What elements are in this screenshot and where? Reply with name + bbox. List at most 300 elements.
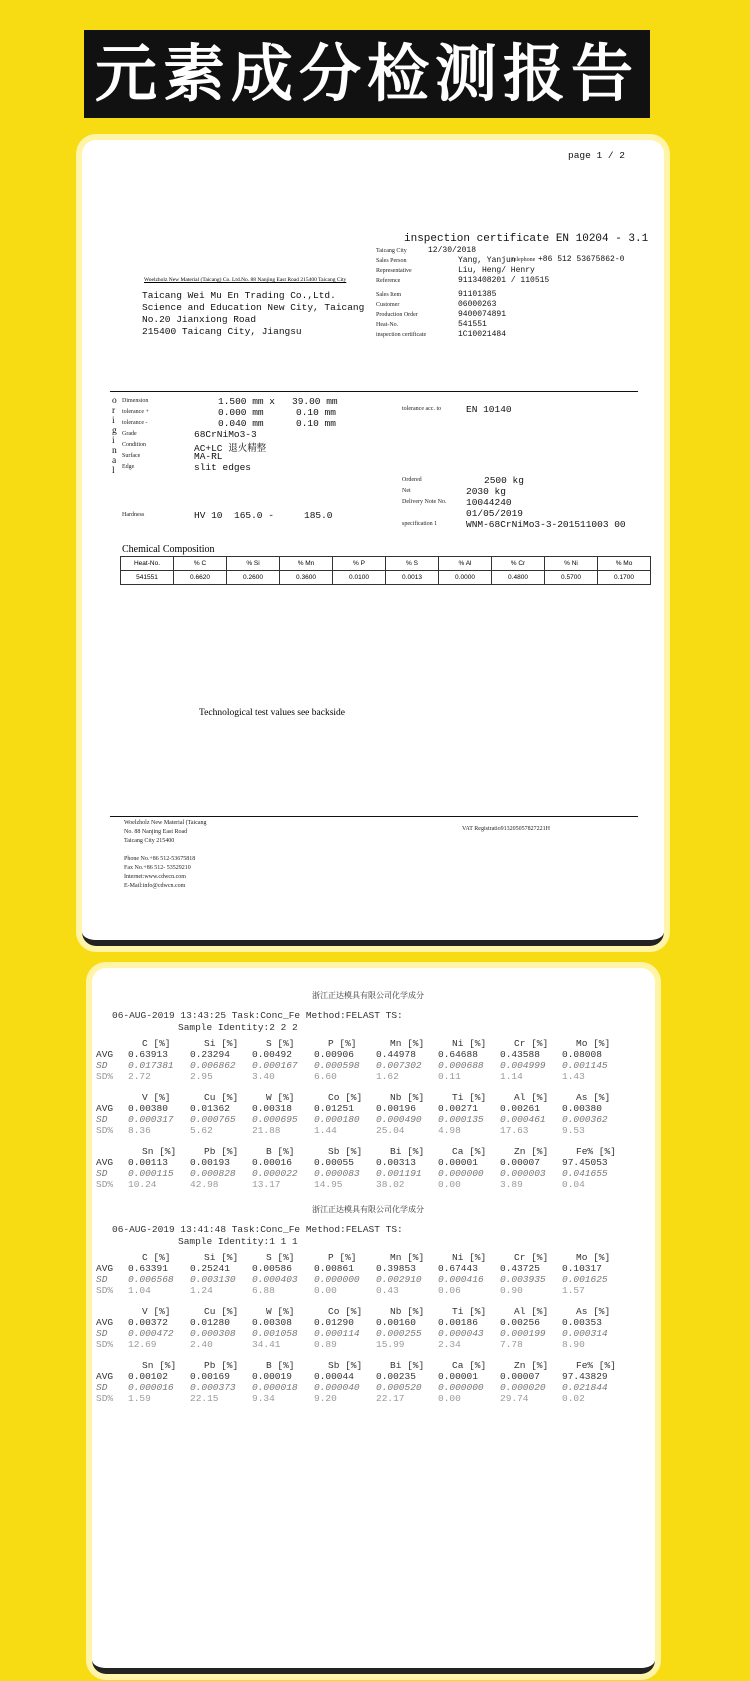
element-header: B [%] [266, 1360, 295, 1371]
footer-line: Internet:www.cdwcn.com [124, 874, 186, 880]
sd-value: 0.000043 [438, 1328, 484, 1339]
footer-line: No. 88 Nanjing East Road [124, 829, 188, 835]
row-label-avg: AVG [96, 1371, 114, 1382]
meta-label: Sales Item [376, 292, 402, 298]
sdp-value: 2.95 [190, 1071, 213, 1082]
avg-value: 0.00372 [128, 1317, 168, 1328]
meta-label: Customer [376, 302, 400, 308]
sdp-value: 8.36 [128, 1125, 151, 1136]
row-label-avg: AVG [96, 1103, 114, 1114]
grade-label: Grade [122, 431, 137, 437]
avg-value: 0.00113 [128, 1157, 168, 1168]
sd-value: 0.003130 [190, 1274, 236, 1285]
row-label-sd: SD [96, 1168, 108, 1179]
sdp-value: 2.40 [190, 1339, 213, 1350]
sd-value: 0.000598 [314, 1060, 360, 1071]
sd-value: 0.000373 [190, 1382, 236, 1393]
address-line: Taicang Wei Mu En Trading Co.,Ltd. [142, 290, 336, 301]
sdp-value: 0.00 [314, 1285, 337, 1296]
sd-value: 0.000520 [376, 1382, 422, 1393]
sd-value: 0.000115 [128, 1168, 174, 1179]
avg-value: 0.08008 [562, 1049, 602, 1060]
row-label-sdp: SD% [96, 1179, 114, 1190]
avg-value: 0.00001 [438, 1371, 478, 1382]
hardness-label: Hardness [122, 512, 145, 518]
tolerance-acc-value: EN 10140 [466, 404, 512, 415]
sd-value: 0.000114 [314, 1328, 360, 1339]
sdp-value: 3.40 [252, 1071, 275, 1082]
sdp-value: 2.34 [438, 1339, 461, 1350]
avg-value: 0.25241 [190, 1263, 230, 1274]
sd-value: 0.000000 [438, 1382, 484, 1393]
row-label-avg: AVG [96, 1317, 114, 1328]
footer-line: E-Mail:info@cdwcn.com [124, 883, 186, 889]
avg-value: 0.01290 [314, 1317, 354, 1328]
sdp-value: 13.17 [252, 1179, 281, 1190]
page-number: page 1 / 2 [568, 150, 626, 161]
row-label-sdp: SD% [96, 1071, 114, 1082]
avg-value: 0.00271 [438, 1103, 478, 1114]
sd-value: 0.000000 [438, 1168, 484, 1179]
sdp-value: 0.90 [500, 1285, 523, 1296]
original-letter: o [112, 396, 117, 406]
tolerance-minus-value: 0.040 mm [218, 418, 264, 429]
original-letter: r [112, 406, 116, 416]
element-header: Ca [%] [452, 1146, 487, 1157]
sdp-value: 17.63 [500, 1125, 529, 1136]
sdp-value: 1.24 [190, 1285, 213, 1296]
element-header: Nb [%] [390, 1306, 425, 1317]
sd-value: 0.000461 [500, 1114, 546, 1125]
sd-value: 0.000403 [252, 1274, 298, 1285]
avg-value: 0.00380 [128, 1103, 168, 1114]
row-label-sd: SD [96, 1382, 108, 1393]
element-header: Zn [%] [514, 1360, 549, 1371]
sd-value: 0.000416 [438, 1274, 484, 1285]
original-letter: n [112, 446, 117, 456]
element-header: Cr [%] [514, 1038, 549, 1049]
element-header: Mn [%] [390, 1038, 425, 1049]
element-header: Cu [%] [204, 1092, 239, 1103]
sd-value: 0.000314 [562, 1328, 608, 1339]
delivery-note-value: 10044240 [466, 497, 512, 508]
sd-value: 0.002910 [376, 1274, 422, 1285]
chem-value-cell: 0.1700 [598, 571, 651, 585]
row-label-sdp: SD% [96, 1285, 114, 1296]
element-header: As [%] [576, 1306, 611, 1317]
run-header: 06-AUG-2019 13:43:25 Task:Conc_Fe Method:FELAST TS: [112, 1010, 403, 1021]
element-header: Sn [%] [142, 1360, 177, 1371]
chem-value-cell: 0.0013 [386, 571, 439, 585]
sdp-value: 9.34 [252, 1393, 275, 1404]
run-header: 06-AUG-2019 13:41:48 Task:Conc_Fe Method:FELAST TS: [112, 1224, 403, 1235]
meta-value: 9400074891 [458, 310, 507, 319]
element-header: Nb [%] [390, 1092, 425, 1103]
avg-value: 0.00380 [562, 1103, 602, 1114]
technological-note: Technological test values see backside [199, 708, 346, 718]
sd-value: 0.000016 [128, 1382, 174, 1393]
avg-value: 0.39853 [376, 1263, 416, 1274]
avg-value: 0.00313 [376, 1157, 416, 1168]
sd-value: 0.041655 [562, 1168, 608, 1179]
meta-value: 9113408201 / 110515 [458, 276, 550, 285]
chem-value-cell: 0.4800 [492, 571, 545, 585]
avg-value: 0.00318 [252, 1103, 292, 1114]
edge-value: slit edges [194, 462, 252, 473]
element-header: Ti [%] [452, 1092, 487, 1103]
sdp-value: 0.89 [314, 1339, 337, 1350]
meta-value: 1C10021484 [458, 330, 507, 339]
sdp-value: 22.17 [376, 1393, 405, 1404]
chem-header-row [121, 557, 651, 571]
avg-value: 0.00235 [376, 1371, 416, 1382]
sd-value: 0.006568 [128, 1274, 174, 1285]
address-line: No.20 Jianxiong Road [142, 314, 257, 325]
avg-value: 0.00256 [500, 1317, 540, 1328]
element-header: Ti [%] [452, 1306, 487, 1317]
chem-value-cell: 0.3600 [280, 571, 333, 585]
element-header: W [%] [266, 1306, 295, 1317]
original-letter: l [112, 466, 115, 476]
sdp-value: 0.06 [438, 1285, 461, 1296]
sdp-value: 4.98 [438, 1125, 461, 1136]
avg-value: 0.00261 [500, 1103, 540, 1114]
avg-value: 0.00044 [314, 1371, 354, 1382]
sd-value: 0.000317 [128, 1114, 174, 1125]
element-header: Mo [%] [576, 1252, 611, 1263]
report-company-title: 浙江正达模具有限公司化学成分 [312, 1205, 424, 1214]
hardness-min: 165.0 - [234, 510, 274, 521]
element-header: Fe% [%] [576, 1146, 616, 1157]
certificate-title: inspection certificate EN 10204 - 3.1 [404, 233, 649, 245]
sd-value: 0.017381 [128, 1060, 174, 1071]
avg-value: 0.01280 [190, 1317, 230, 1328]
meta-value: Yang, Yanjun [458, 256, 516, 265]
element-header: Pb [%] [204, 1360, 239, 1371]
net-label: Net [402, 488, 411, 494]
sdp-value: 38.02 [376, 1179, 405, 1190]
avg-value: 0.64688 [438, 1049, 478, 1060]
meta-label: Taicang City [376, 248, 407, 254]
sd-value: 0.000020 [500, 1382, 546, 1393]
sample-identity: Sample Identity:2 2 2 [178, 1022, 298, 1033]
element-header: S [%] [266, 1038, 295, 1049]
element-header: Bi [%] [390, 1146, 425, 1157]
banner-title: 元素成分检测报告 [94, 37, 639, 110]
sd-value: 0.000083 [314, 1168, 360, 1179]
footer-line: Fax No.+86 512- 53529210 [124, 865, 191, 871]
sdp-value: 1.04 [128, 1285, 151, 1296]
ordered-label: Ordered [402, 477, 422, 483]
sdp-value: 9.53 [562, 1125, 585, 1136]
element-header: W [%] [266, 1092, 295, 1103]
avg-value: 97.43829 [562, 1371, 608, 1382]
sd-value: 0.001625 [562, 1274, 608, 1285]
sd-value: 0.000000 [314, 1274, 360, 1285]
sdp-value: 2.72 [128, 1071, 151, 1082]
element-header: Mn [%] [390, 1252, 425, 1263]
sd-value: 0.000003 [500, 1168, 546, 1179]
chemical-analysis-sheet [92, 968, 655, 1674]
row-label-sd: SD [96, 1274, 108, 1285]
avg-value: 0.00001 [438, 1157, 478, 1168]
meta-label: Reference [376, 278, 401, 284]
footer-line: Phone No.+86 512-53675818 [124, 856, 196, 862]
avg-value: 0.10317 [562, 1263, 602, 1274]
chem-header-cell: % P [333, 557, 386, 571]
sdp-value: 0.04 [562, 1179, 585, 1190]
avg-value: 0.00492 [252, 1049, 292, 1060]
divider [110, 391, 638, 392]
avg-value: 0.00160 [376, 1317, 416, 1328]
delivery-note-label: Delivery Note No. [402, 499, 447, 505]
sd-value: 0.000688 [438, 1060, 484, 1071]
sdp-value: 14.95 [314, 1179, 343, 1190]
meta-label: Production Order [376, 312, 418, 318]
sd-value: 0.021844 [562, 1382, 608, 1393]
row-label-avg: AVG [96, 1049, 114, 1060]
sdp-value: 1.59 [128, 1393, 151, 1404]
sd-value: 0.000199 [500, 1328, 546, 1339]
chem-header-cell: Heat-No. [121, 557, 174, 571]
sd-value: 0.001145 [562, 1060, 608, 1071]
avg-value: 0.00169 [190, 1371, 230, 1382]
element-header: C [%] [142, 1038, 171, 1049]
chem-header-cell: % C [174, 557, 227, 571]
telephone-value: +86 512 53675862-0 [538, 255, 625, 264]
meta-value: 541551 [458, 320, 487, 329]
sdp-value: 0.43 [376, 1285, 399, 1296]
element-header: Fe% [%] [576, 1360, 616, 1371]
meta-value: Liu, Heng/ Henry [458, 266, 535, 275]
tolerance-minus-value-2: 0.10 mm [296, 418, 336, 429]
sd-value: 0.000180 [314, 1114, 360, 1125]
meta-value: 06000263 [458, 300, 497, 309]
chem-value-cell: 0.5700 [545, 571, 598, 585]
element-header: Cu [%] [204, 1306, 239, 1317]
sdp-value: 22.15 [190, 1393, 219, 1404]
tolerance-minus-label: tolerance - [122, 420, 148, 426]
dimension-label: Dimension [122, 398, 149, 404]
element-header: Si [%] [204, 1252, 239, 1263]
chemical-composition-title: Chemical Composition [122, 544, 215, 555]
element-header: Zn [%] [514, 1146, 549, 1157]
address-line: Science and Education New City, Taicang [142, 302, 365, 313]
sd-value: 0.000255 [376, 1328, 422, 1339]
chem-value-cell: 0.0100 [333, 571, 386, 585]
sd-value: 0.000135 [438, 1114, 484, 1125]
chem-header-cell: % S [386, 557, 439, 571]
element-header: Sb [%] [328, 1146, 363, 1157]
meta-value: 12/30/2018 [428, 246, 477, 255]
row-label-sdp: SD% [96, 1125, 114, 1136]
row-label-avg: AVG [96, 1263, 114, 1274]
element-header: B [%] [266, 1146, 295, 1157]
element-header: Pb [%] [204, 1146, 239, 1157]
tolerance-plus-label: tolerance + [122, 409, 149, 415]
sdp-value: 8.90 [562, 1339, 585, 1350]
sd-value: 0.000167 [252, 1060, 298, 1071]
meta-value: 91101385 [458, 290, 497, 299]
element-header: Al [%] [514, 1092, 549, 1103]
sdp-value: 1.14 [500, 1071, 523, 1082]
grade-value: 68CrNiMo3-3 [194, 429, 257, 440]
tolerance-plus-value: 0.000 mm [218, 407, 264, 418]
sdp-value: 3.89 [500, 1179, 523, 1190]
sdp-value: 29.74 [500, 1393, 529, 1404]
element-header: Si [%] [204, 1038, 239, 1049]
avg-value: 0.44978 [376, 1049, 416, 1060]
sdp-value: 10.24 [128, 1179, 157, 1190]
meta-label: inspection certificate [376, 332, 427, 338]
sd-value: 0.004999 [500, 1060, 546, 1071]
avg-value: 0.00102 [128, 1371, 168, 1382]
chemical-composition-table [120, 556, 651, 585]
avg-value: 0.00193 [190, 1157, 230, 1168]
sdp-value: 21.88 [252, 1125, 281, 1136]
tolerance-plus-value-2: 0.10 mm [296, 407, 336, 418]
original-letter: g [112, 426, 117, 436]
element-header: V [%] [142, 1092, 171, 1103]
avg-value: 0.01362 [190, 1103, 230, 1114]
sd-value: 0.000472 [128, 1328, 174, 1339]
chem-value-cell: 541551 [121, 571, 174, 585]
surface-value: MA-RL [194, 451, 223, 462]
analysis-report [92, 968, 655, 1668]
avg-value: 0.01251 [314, 1103, 354, 1114]
meta-label: Heat-No. [376, 322, 399, 328]
sender-line: Woelzholz New Material (Taicang) Co. Ltd.No. 88 Nanjing East Road 215400 Taicang City [144, 277, 347, 283]
element-header: Ni [%] [452, 1252, 487, 1263]
chem-value-cell: 0.2600 [227, 571, 280, 585]
avg-value: 0.43725 [500, 1263, 540, 1274]
edge-label: Edge [122, 464, 135, 470]
chem-header-cell: % Cr [492, 557, 545, 571]
avg-value: 0.67443 [438, 1263, 478, 1274]
avg-value: 0.00906 [314, 1049, 354, 1060]
avg-value: 0.23294 [190, 1049, 230, 1060]
element-header: Co [%] [328, 1092, 363, 1103]
avg-value: 0.00019 [252, 1371, 292, 1382]
avg-value: 0.00308 [252, 1317, 292, 1328]
sdp-value: 6.88 [252, 1285, 275, 1296]
avg-value: 0.00353 [562, 1317, 602, 1328]
delivery-date: 01/05/2019 [466, 508, 524, 519]
hardness-method: HV 10 [194, 510, 223, 521]
row-label-sdp: SD% [96, 1393, 114, 1404]
sdp-value: 0.00 [438, 1393, 461, 1404]
element-header: Ca [%] [452, 1360, 487, 1371]
original-letter: a [112, 456, 117, 466]
sdp-value: 0.00 [438, 1179, 461, 1190]
avg-value: 0.00055 [314, 1157, 354, 1168]
element-header: P [%] [328, 1038, 357, 1049]
specification-label: specification 1 [402, 521, 438, 527]
element-header: Al [%] [514, 1306, 549, 1317]
original-letter: i [112, 436, 115, 446]
row-label-sdp: SD% [96, 1339, 114, 1350]
sdp-value: 1.44 [314, 1125, 337, 1136]
sdp-value: 5.62 [190, 1125, 213, 1136]
net-value: 2030 kg [466, 486, 506, 497]
chem-header-cell: % Mn [280, 557, 333, 571]
chem-header-cell: % Ni [545, 557, 598, 571]
footer-divider [110, 816, 638, 817]
specification-value: WNM-68CrNiMo3-3-201511003 00 [466, 519, 626, 530]
avg-value: 97.45053 [562, 1157, 608, 1168]
condition-value: AC+LC 退火精整 [194, 443, 267, 454]
sd-value: 0.000022 [252, 1168, 298, 1179]
ordered-value: 2500 kg [484, 475, 524, 486]
element-header: Bi [%] [390, 1360, 425, 1371]
hardness-max: 185.0 [304, 510, 333, 521]
element-header: S [%] [266, 1252, 295, 1263]
dimension-value: 1.500 mm x [218, 396, 276, 407]
sd-value: 0.000490 [376, 1114, 422, 1125]
sd-value: 0.000308 [190, 1328, 236, 1339]
report-company-title: 浙江正达模具有限公司化学成分 [312, 991, 424, 1000]
sd-value: 0.001191 [376, 1168, 422, 1179]
sd-value: 0.003935 [500, 1274, 546, 1285]
meta-label: Representative [376, 268, 412, 274]
chem-value-cell: 0.0000 [439, 571, 492, 585]
dimension-value-2: 39.00 mm [292, 396, 338, 407]
row-label-sd: SD [96, 1114, 108, 1125]
avg-value: 0.00016 [252, 1157, 292, 1168]
vat-registration: VAT Registratio913205057827221H [462, 826, 550, 832]
element-header: As [%] [576, 1092, 611, 1103]
footer-line: Taicang City 215400 [124, 838, 175, 844]
sdp-value: 6.60 [314, 1071, 337, 1082]
row-label-sd: SD [96, 1328, 108, 1339]
sdp-value: 0.11 [438, 1071, 461, 1082]
sdp-value: 15.99 [376, 1339, 405, 1350]
sd-value: 0.000695 [252, 1114, 298, 1125]
telephone-label: telephone [512, 257, 536, 263]
sdp-value: 12.69 [128, 1339, 157, 1350]
avg-value: 0.00007 [500, 1371, 540, 1382]
sdp-value: 0.02 [562, 1393, 585, 1404]
sdp-value: 1.57 [562, 1285, 585, 1296]
chem-value-cell: 0.6620 [174, 571, 227, 585]
address-line: 215400 Taicang City, Jiangsu [142, 326, 302, 337]
sdp-value: 7.78 [500, 1339, 523, 1350]
avg-value: 0.63391 [128, 1263, 168, 1274]
avg-value: 0.00861 [314, 1263, 354, 1274]
sd-value: 0.000828 [190, 1168, 236, 1179]
sd-value: 0.006862 [190, 1060, 236, 1071]
sd-value: 0.000018 [252, 1382, 298, 1393]
element-header: Co [%] [328, 1306, 363, 1317]
element-header: V [%] [142, 1306, 171, 1317]
sdp-value: 25.04 [376, 1125, 405, 1136]
element-header: Sb [%] [328, 1360, 363, 1371]
avg-value: 0.00186 [438, 1317, 478, 1328]
chem-values-row [121, 571, 651, 585]
sd-value: 0.007302 [376, 1060, 422, 1071]
chem-header-cell: % Mo [598, 557, 651, 571]
avg-value: 0.00007 [500, 1157, 540, 1168]
sdp-value: 42.98 [190, 1179, 219, 1190]
condition-label: Condition [122, 442, 147, 448]
sd-value: 0.000362 [562, 1114, 608, 1125]
avg-value: 0.00196 [376, 1103, 416, 1114]
element-header: P [%] [328, 1252, 357, 1263]
footer-line: Woelzholz New Material (Taicang [124, 820, 207, 826]
sdp-value: 34.41 [252, 1339, 281, 1350]
element-header: Mo [%] [576, 1038, 611, 1049]
row-label-sd: SD [96, 1060, 108, 1071]
